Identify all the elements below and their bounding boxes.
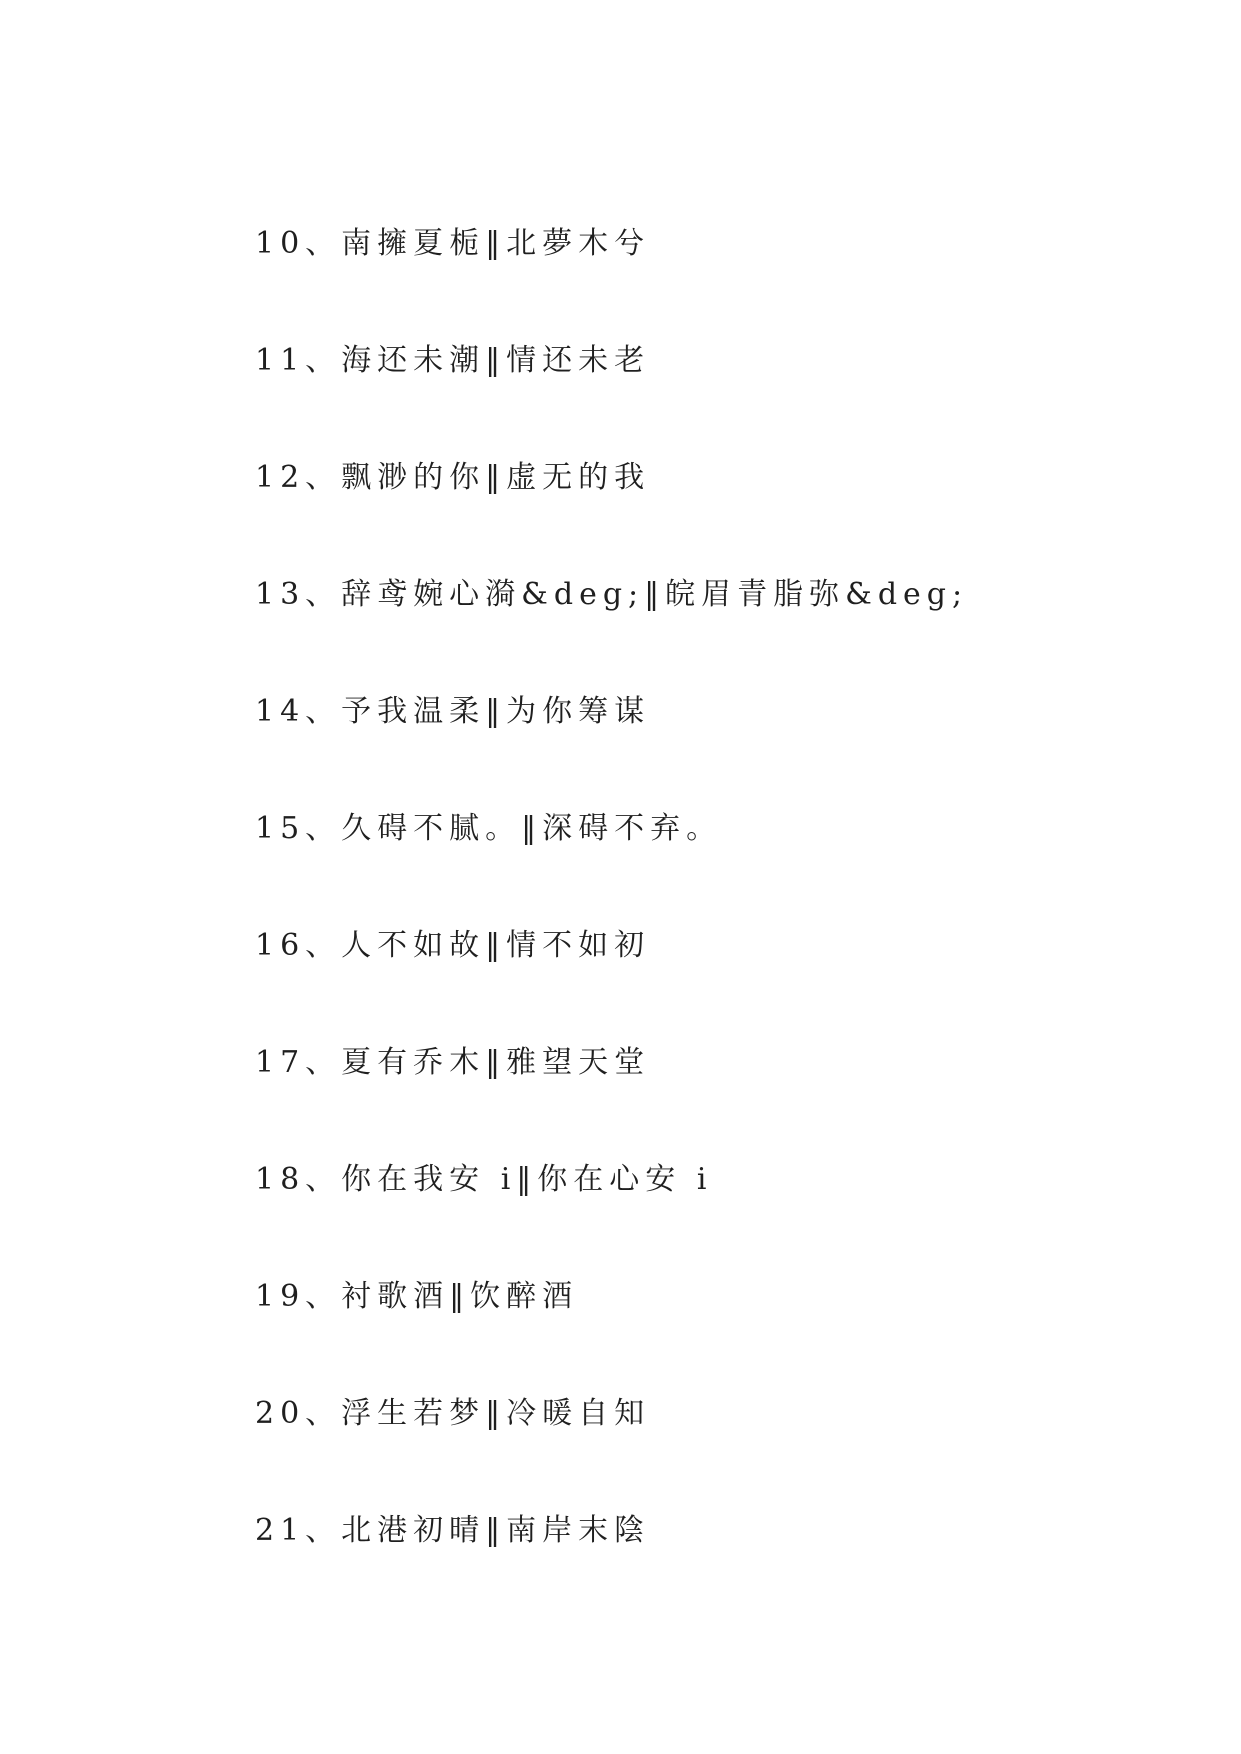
list-item: 12、飘渺的你‖虚无的我	[255, 460, 651, 495]
list-item: 11、海还未潮‖情还未老	[255, 343, 651, 378]
list-item: 15、久碍不腻。‖深碍不弃。	[255, 811, 723, 846]
list-item: 21、北港初晴‖南岸末陰	[255, 1513, 651, 1548]
list-item: 10、南擁夏栀‖北夢木兮	[255, 226, 651, 261]
list-item: 18、你在我安 i‖你在心安 i	[255, 1162, 713, 1197]
list-item: 19、衬歌酒‖饮醉酒	[255, 1279, 579, 1314]
list-item: 14、予我温柔‖为你筹谋	[255, 694, 651, 729]
list-item: 20、浮生若梦‖冷暖自知	[255, 1396, 651, 1431]
list-item: 17、夏有乔木‖雅望天堂	[255, 1045, 651, 1080]
numbered-list	[255, 224, 968, 1628]
list-item: 13、辞鸢婉心漪&deg;‖皖眉青脂弥&deg;	[255, 577, 969, 612]
list-item: 16、人不如故‖情不如初	[255, 928, 651, 963]
